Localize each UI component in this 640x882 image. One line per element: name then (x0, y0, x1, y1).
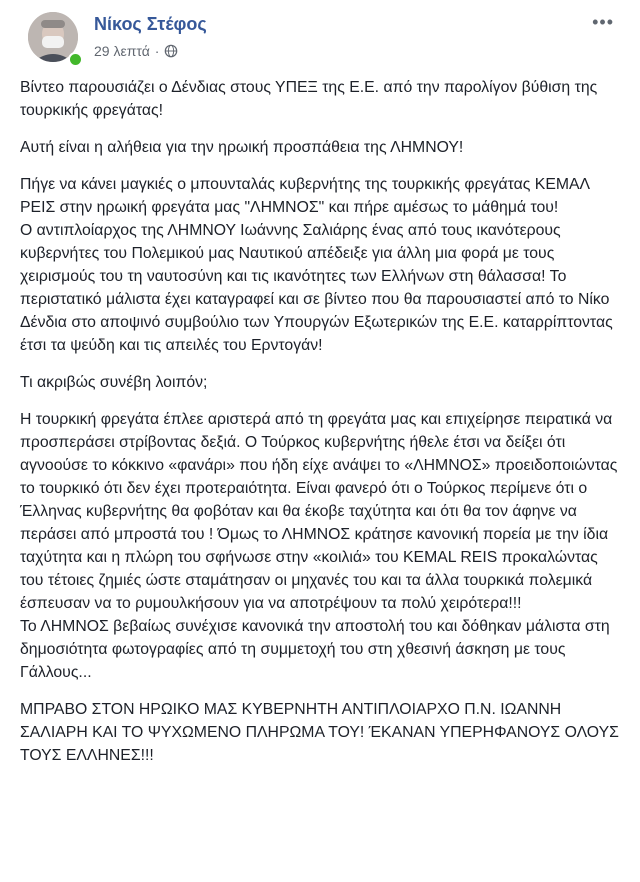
post-time[interactable]: 29 λεπτά (94, 43, 150, 59)
post-paragraph: Βίντεο παρουσιάζει ο Δένδιας στους ΥΠΕΞ της Ε.Ε. από την παρολίγον βύθιση της τουρκικής φρεγάτας! (20, 79, 598, 119)
post-paragraph: Πήγε να κάνει μαγκιές ο μπουνταλάς κυβερνήτης της τουρκικής φρεγάτας KEMAΛ ΡΕΙΣ στην ηρωική φρεγάτα μας "ΛΗΜΝΟΣ" και πήρε αμέσως το μάθημά του! Ο αντιπλοίαρχος της ΛΗΜΝΟΥ Ιωάννης Σαλιάρης ένας από τους ικανότερους κυβερνήτες του Πολεμικού μας Ναυτικού απέδειξε για άλλη μια φορά με τους χειρισμούς του τη ναυτοσύνη και τις ικανότητες των Ελλήνων στη θάλασσα! Το περιστατικό μάλιστα έχει καταγραφεί και σε βίντεο που θα παρουσιαστεί από το Νίκο Δένδια στο αποψινό συμβούλιο των Υπουργών Εξωτερικών της Ε.Ε. καταρρίπτοντας έτσι τα ψεύδη και τις απειλές του Ερντογάν! (20, 176, 613, 354)
post-meta (94, 43, 178, 59)
post-paragraph: Αυτή είναι η αλήθεια για την ηρωική προσπάθεια της ΛΗΜΝΟΥ! (20, 139, 464, 156)
online-status-dot (68, 52, 83, 67)
more-options-icon[interactable]: ••• (592, 12, 614, 32)
meta-separator: · (154, 43, 160, 59)
author-name[interactable]: Νίκος Στέφος (94, 14, 207, 34)
globe-icon[interactable] (164, 44, 178, 58)
post-paragraph: Η τουρκική φρεγάτα έπλεε αριστερά από τη φρεγάτα μας και επιχείρησε πειρατικά να προσπεράσει στρίβοντας δεξιά. Ο Τούρκος κυβερνήτης ήθελε έτσι να δείξει ότι αγνοούσε το κόκκινο «φανάρι» που ήδη είχε ανάψει το «ΛΗΜΝΟΣ» προειδοποιώντας το τουρκικό ότι δεν έχει προτεραιότητα. Είναι φανερό ότι ο Τούρκος περίμενε ότι ο Έλληνας κυβερνήτης θα φοβόταν και θα έκοβε ταχύτητα και ότι θα τον άφηνε να περάσει από μπροστά του ! Όμως το ΛΗΜΝΟΣ κράτησε κανονική πορεία με την ίδια ταχύτητα και η πλώρη του σφήνωσε στην «κοιλιά» του KEMAL REIS προκαλώντας του τέτοιες ζημιές ώστε σταμάτησαν οι μηχανές του και τα άλλα τουρκικά πολεμικά έσπευσαν να το ρυμουλκήσουν για να αποτρέψουν τα πολύ χειρότερα!!! Το ΛΗΜΝΟΣ βεβαίως συνέχισε κανονικά την αποστολή του και δόθηκαν μάλιστα στη δημοσιότητα φωτογραφίες από τη συμμετοχή του στη χθεσινή άσκηση με τους Γάλλους... (20, 411, 618, 681)
post-body (18, 70, 622, 767)
post-paragraph: ΜΠΡΑΒΟ ΣΤΟΝ ΗΡΩΙΚΟ ΜΑΣ ΚΥΒΕΡΝΗΤΗ ΑΝΤΙΠΛΟΙΑΡΧΟ Π.Ν. ΙΩΑΝΝΗ ΣΑΛΙΑΡΗ ΚΑΙ ΤΟ ΨΥΧΩΜΕΝΟ ΠΛΗΡΩΜΑ ΤΟΥ! ΈΚΑΝΑΝ ΥΠΕΡΗΦΑΝΟΥΣ ΟΛΟΥΣ ΤΟΥΣ ΕΛΛΗΝΕΣ!!! (20, 701, 619, 764)
post-paragraph: Τι ακριβώς συνέβη λοιπόν; (20, 374, 208, 391)
post-header (18, 0, 622, 70)
